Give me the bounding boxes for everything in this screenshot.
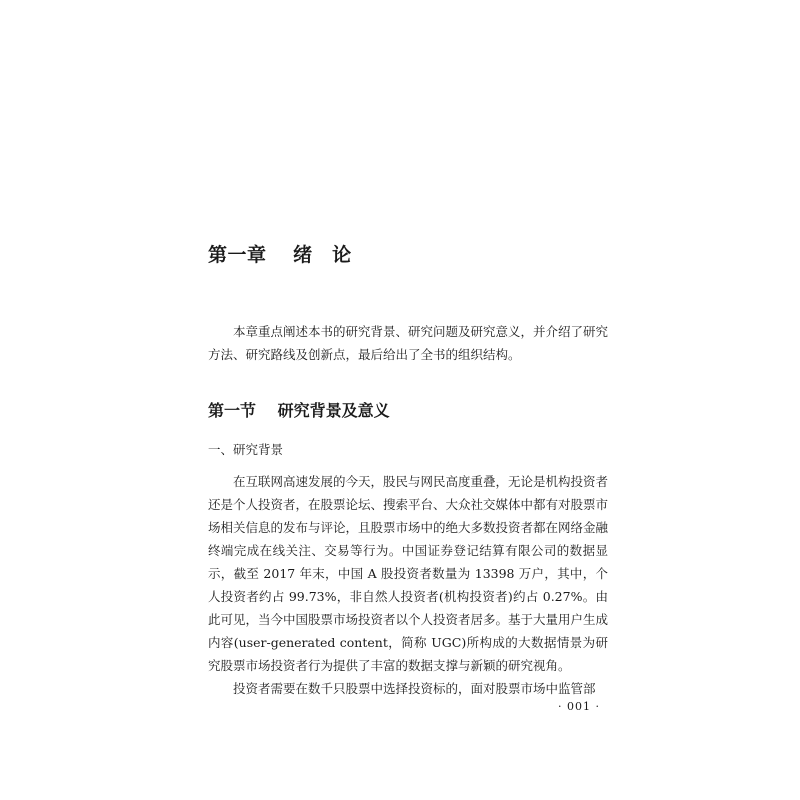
page-number: · 001 · <box>558 700 600 713</box>
chapter-intro-paragraph: 本章重点阐述本书的研究背景、研究问题及研究意义，并介绍了研究方法、研究路线及创新点，最后给出了全书的组织结构。 <box>208 324 609 362</box>
section-title: 第一节 研究背景及意义 <box>208 401 390 420</box>
body-paragraph: 在互联网高速发展的今天，股民与网民高度重叠，无论是机构投资者还是个人投资者，在股票论坛、搜索平台、大众社交媒体中都有对股票市场相关信息的发布与评论，且股票市场中的绝大多数投资者都在网络金融终端完成在线关注、交易等行为。中国证券登记结算有限公司的数据显示，截至 2017 年末，中国 A 股投资者数量为 13398 万户，其中，个人投资者约占 99.73%，非自然人投资者(机构投资者)约占 0.27%。由此可见，当今中国股票市场投资者以个人投资者居多。基于大量用户生成内容(user-generated content，简称 UGC)所构成的大数据情景为研究股票市场投资者行为提供了丰富的数据支撑与新颖的研究视角。 <box>208 474 609 673</box>
chapter-title: 第一章 绪 论 <box>208 244 352 266</box>
body-paragraph: 投资者需要在数千只股票中选择投资标的，面对股票市场中监管部 <box>233 681 596 696</box>
subsection-title: 一、研究背景 <box>208 442 284 457</box>
body-text <box>208 470 608 700</box>
